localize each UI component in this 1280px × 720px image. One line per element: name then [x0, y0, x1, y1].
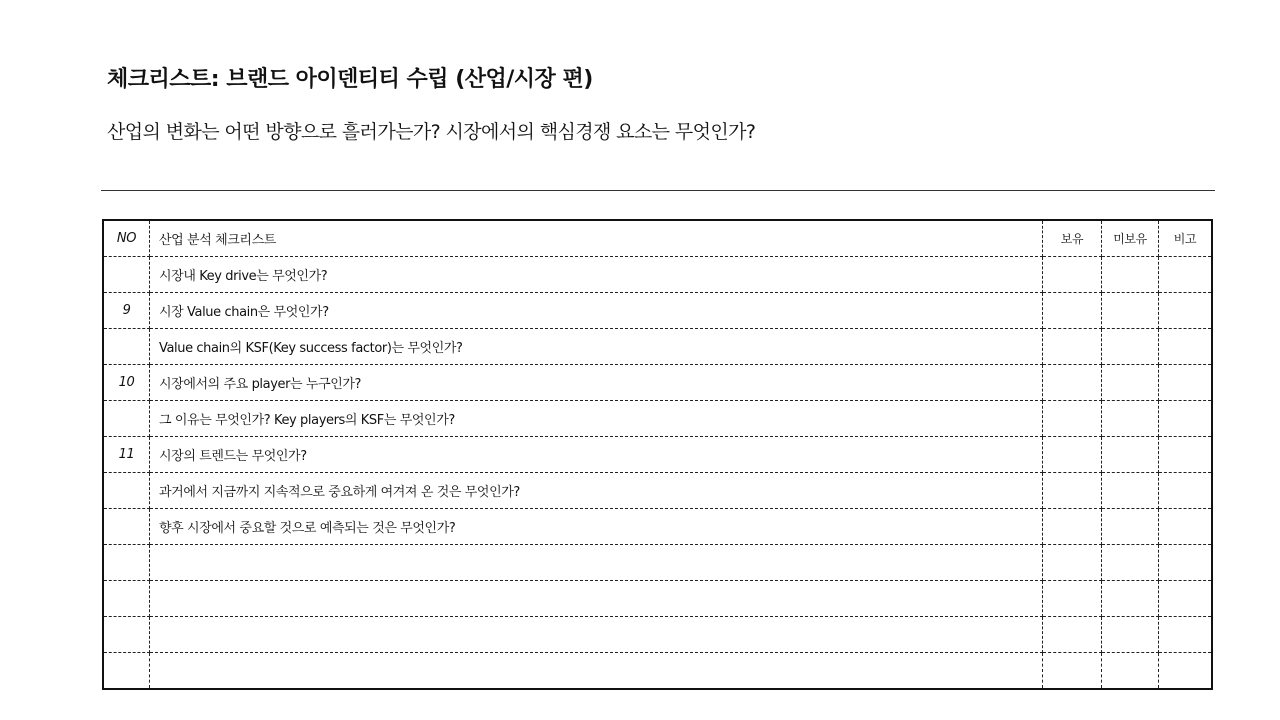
have-check-cell[interactable] — [1043, 437, 1102, 473]
row-number — [103, 473, 150, 509]
note-cell[interactable] — [1159, 401, 1213, 437]
have-check-cell[interactable] — [1043, 293, 1102, 329]
row-item-text — [150, 617, 1043, 653]
not-have-check-cell[interactable] — [1102, 437, 1159, 473]
have-check-cell[interactable] — [1043, 473, 1102, 509]
table-row — [103, 329, 1212, 365]
note-cell[interactable] — [1159, 473, 1213, 509]
note-cell[interactable] — [1159, 329, 1213, 365]
note-cell[interactable] — [1159, 581, 1213, 617]
table-row — [103, 293, 1212, 329]
row-item-text: 그 이유는 무엇인가? Key players의 KSF는 무엇인가? — [150, 401, 1043, 437]
not-have-check-cell[interactable] — [1102, 293, 1159, 329]
table-row — [103, 365, 1212, 401]
note-cell[interactable] — [1159, 617, 1213, 653]
have-check-cell[interactable] — [1043, 653, 1102, 690]
have-check-cell[interactable] — [1043, 257, 1102, 293]
table-row — [103, 509, 1212, 545]
divider-line — [101, 190, 1215, 191]
header-no: NO — [103, 220, 150, 257]
row-item-text: 향후 시장에서 중요할 것으로 예측되는 것은 무엇인가? — [150, 509, 1043, 545]
note-cell[interactable] — [1159, 257, 1213, 293]
row-item-text: Value chain의 KSF(Key success factor)는 무엇인가? — [150, 329, 1043, 365]
not-have-check-cell[interactable] — [1102, 401, 1159, 437]
header-note: 비고 — [1159, 220, 1213, 257]
not-have-check-cell[interactable] — [1102, 581, 1159, 617]
row-number — [103, 581, 150, 617]
table-row — [103, 401, 1212, 437]
table-row — [103, 581, 1212, 617]
row-item-text: 시장 Value chain은 무엇인가? — [150, 293, 1043, 329]
table-row — [103, 617, 1212, 653]
row-item-text: 시장에서의 주요 player는 누구인가? — [150, 365, 1043, 401]
row-item-text: 시장의 트렌드는 무엇인가? — [150, 437, 1043, 473]
row-number — [103, 329, 150, 365]
have-check-cell[interactable] — [1043, 617, 1102, 653]
have-check-cell[interactable] — [1043, 545, 1102, 581]
have-check-cell[interactable] — [1043, 509, 1102, 545]
row-item-text — [150, 545, 1043, 581]
checklist-table — [102, 219, 1213, 690]
row-number — [103, 545, 150, 581]
page-subtitle: 산업의 변화는 어떤 방향으로 흘러가는가? 시장에서의 핵심경쟁 요소는 무엇인가? — [107, 121, 756, 143]
table-row — [103, 437, 1212, 473]
table-row — [103, 545, 1212, 581]
table-row — [103, 653, 1212, 690]
not-have-check-cell[interactable] — [1102, 545, 1159, 581]
not-have-check-cell[interactable] — [1102, 257, 1159, 293]
have-check-cell[interactable] — [1043, 401, 1102, 437]
note-cell[interactable] — [1159, 545, 1213, 581]
row-number — [103, 509, 150, 545]
row-item-text — [150, 581, 1043, 617]
row-number: 10 — [103, 365, 150, 401]
not-have-check-cell[interactable] — [1102, 617, 1159, 653]
row-item-text: 과거에서 지금까지 지속적으로 중요하게 여겨져 온 것은 무엇인가? — [150, 473, 1043, 509]
row-item-text — [150, 653, 1043, 690]
table-row — [103, 257, 1212, 293]
have-check-cell[interactable] — [1043, 365, 1102, 401]
row-number — [103, 257, 150, 293]
row-number — [103, 617, 150, 653]
note-cell[interactable] — [1159, 365, 1213, 401]
not-have-check-cell[interactable] — [1102, 653, 1159, 690]
row-item-text: 시장내 Key drive는 무엇인가? — [150, 257, 1043, 293]
row-number — [103, 401, 150, 437]
page-title: 체크리스트: 브랜드 아이덴티티 수립 (산업/시장 편) — [107, 67, 593, 92]
header-have: 보유 — [1043, 220, 1102, 257]
not-have-check-cell[interactable] — [1102, 365, 1159, 401]
not-have-check-cell[interactable] — [1102, 329, 1159, 365]
note-cell[interactable] — [1159, 653, 1213, 690]
have-check-cell[interactable] — [1043, 329, 1102, 365]
header-item: 산업 분석 체크리스트 — [150, 220, 1043, 257]
table-row — [103, 473, 1212, 509]
header-not-have: 미보유 — [1102, 220, 1159, 257]
row-number: 11 — [103, 437, 150, 473]
row-number: 9 — [103, 293, 150, 329]
not-have-check-cell[interactable] — [1102, 509, 1159, 545]
note-cell[interactable] — [1159, 437, 1213, 473]
note-cell[interactable] — [1159, 509, 1213, 545]
have-check-cell[interactable] — [1043, 581, 1102, 617]
note-cell[interactable] — [1159, 293, 1213, 329]
not-have-check-cell[interactable] — [1102, 473, 1159, 509]
table-header-row — [103, 220, 1212, 257]
row-number — [103, 653, 150, 690]
